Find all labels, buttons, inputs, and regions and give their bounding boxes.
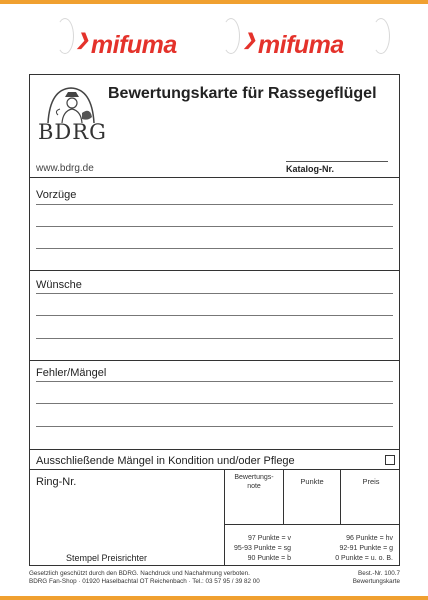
top-edge-stripe bbox=[0, 0, 428, 4]
rating-header-line: Bewertungs- bbox=[234, 474, 274, 481]
product-name: Bewertungskarte bbox=[352, 578, 400, 585]
rating-column-header bbox=[225, 473, 283, 491]
writing-line bbox=[36, 248, 393, 249]
writing-line bbox=[36, 381, 393, 382]
scale-entry: 92-91 Punkte = g bbox=[339, 545, 393, 552]
evaluation-card bbox=[29, 74, 400, 566]
stamp-label: Stempel Preisrichter bbox=[66, 553, 148, 563]
brand-swoosh-icon: ❯ bbox=[76, 32, 89, 49]
prize-column-header: Preis bbox=[362, 477, 380, 486]
scale-entry: 97 Punkte = v bbox=[247, 535, 291, 542]
section-divider bbox=[30, 177, 399, 178]
order-number: Best.-Nr. 100.7 bbox=[358, 570, 400, 577]
brand-swoosh-icon: ❯ bbox=[243, 32, 256, 49]
catalog-number-line bbox=[286, 161, 388, 162]
exclusion-checkbox[interactable] bbox=[385, 455, 395, 465]
punch-hole bbox=[222, 18, 240, 54]
scale-entry: 0 Punkte = u. o. B. bbox=[335, 555, 393, 562]
brand-text: mifuma bbox=[90, 31, 177, 59]
section-label-vorzuege: Vorzüge bbox=[36, 189, 77, 201]
brand-logo-left bbox=[76, 30, 177, 60]
grading-scale-left bbox=[234, 534, 291, 564]
section-divider bbox=[30, 270, 399, 271]
bdrg-logo-text: BDRG bbox=[38, 120, 107, 144]
writing-line bbox=[36, 204, 393, 205]
points-column-header: Punkte bbox=[300, 477, 324, 486]
section-divider bbox=[30, 469, 399, 470]
section-divider bbox=[30, 449, 399, 450]
footer-legal bbox=[29, 570, 260, 586]
website-url: www.bdrg.de bbox=[36, 163, 94, 174]
footer-order-info bbox=[353, 570, 400, 586]
scale-entry: 96 Punkte = hv bbox=[346, 535, 393, 542]
footer-legal-line: Gesetzlich geschützt durch den BDRG. Nachdruck und Nachahmung verboten. bbox=[29, 570, 250, 577]
scale-entry: 90 Punkte = b bbox=[247, 555, 291, 562]
punch-hole bbox=[372, 18, 390, 54]
catalog-number-label: Katalog-Nr. bbox=[286, 164, 335, 174]
exclusion-label: Ausschließende Mängel in Kondition und/oder Pflege bbox=[36, 455, 295, 467]
ring-number-label: Ring-Nr. bbox=[36, 476, 77, 488]
writing-line bbox=[36, 338, 393, 339]
brand-text: mifuma bbox=[257, 31, 344, 59]
writing-line bbox=[36, 293, 393, 294]
bottom-edge-stripe bbox=[0, 596, 428, 600]
writing-line bbox=[36, 403, 393, 404]
section-label-wuensche: Wünsche bbox=[36, 279, 82, 291]
writing-line bbox=[36, 426, 393, 427]
brand-logo-right bbox=[243, 30, 344, 60]
section-divider bbox=[30, 360, 399, 361]
scale-divider bbox=[224, 524, 399, 525]
writing-line bbox=[36, 226, 393, 227]
scale-entry: 95-93 Punkte = sg bbox=[233, 545, 291, 552]
writing-line bbox=[36, 315, 393, 316]
footer-legal-line: BDRG Fan-Shop · 01920 Haselbachtal OT Reichenbach · Tel.: 03 57 95 / 39 82 00 bbox=[29, 578, 260, 585]
section-label-fehler: Fehler/Mängel bbox=[36, 367, 107, 379]
card-title: Bewertungskarte für Rassegeflügel bbox=[108, 85, 377, 102]
rating-header-line: note bbox=[247, 483, 261, 490]
punch-hole bbox=[56, 18, 74, 54]
grading-scale-right bbox=[335, 534, 393, 564]
